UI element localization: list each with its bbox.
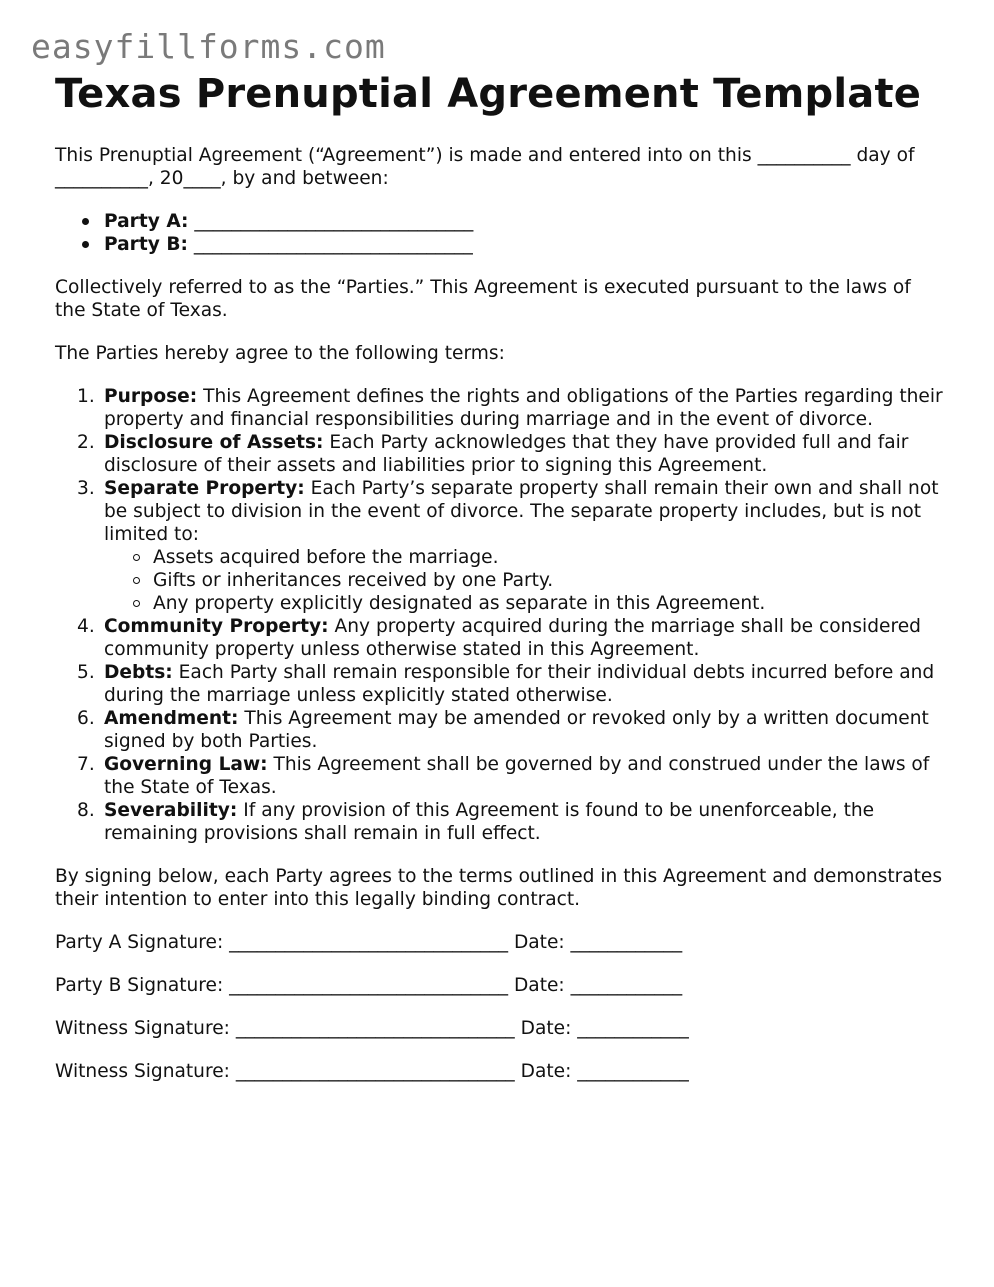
term-number: 6. [77, 708, 95, 729]
term-text: Any property acquired during the marriage shall be considered community property unless otherwise stated in this Agreement. [104, 616, 921, 660]
document-title: Texas Prenuptial Agreement Template [55, 71, 922, 117]
sublist-item: Assets acquired before the marriage. [153, 546, 945, 569]
signature-block [55, 931, 945, 1083]
term-number: 7. [77, 754, 95, 775]
closing-paragraph: By signing below, each Party agrees to the terms outlined in this Agreement and demonstrates their intention to enter into this legally binding contract. [55, 866, 943, 910]
separate-property-sublist [104, 546, 945, 615]
term-item [77, 661, 945, 707]
collective-paragraph: Collectively referred to as the “Parties.” This Agreement is executed pursuant to the laws of the State of Texas. [55, 277, 911, 321]
term-heading: Governing Law: [104, 754, 268, 775]
term-item [77, 615, 945, 661]
party-b-item [104, 233, 945, 256]
witness-signature-line[interactable]: Witness Signature: ______________________________ Date: ____________ [55, 1061, 689, 1082]
terms-intro: The Parties hereby agree to the following terms: [55, 343, 505, 364]
party-label: Party A: [104, 211, 189, 232]
witness-signature-line[interactable]: Witness Signature: ______________________________ Date: ____________ [55, 1018, 689, 1039]
term-number: 5. [77, 662, 95, 683]
term-item [77, 477, 945, 615]
party-a-item [104, 210, 945, 233]
term-heading: Severability: [104, 800, 238, 821]
term-number: 8. [77, 800, 95, 821]
term-heading: Debts: [104, 662, 173, 683]
term-text: Each Party shall remain responsible for their individual debts incurred before and during the marriage unless explicitly stated otherwise. [104, 662, 935, 706]
term-item [77, 799, 945, 845]
term-item [77, 431, 945, 477]
term-heading: Community Property: [104, 616, 329, 637]
party-a-signature-line[interactable]: Party A Signature: ______________________________ Date: ____________ [55, 932, 683, 953]
term-number: 2. [77, 432, 95, 453]
party-a-blank[interactable]: ______________________________ [194, 211, 474, 232]
term-heading: Purpose: [104, 386, 198, 407]
term-item [77, 385, 945, 431]
term-heading: Amendment: [104, 708, 239, 729]
watermark: easyfillforms.com [31, 27, 386, 66]
term-number: 1. [77, 386, 95, 407]
term-text: This Agreement defines the rights and obligations of the Parties regarding their property and financial responsibilities during marriage and in the event of divorce. [104, 386, 943, 430]
document-page [55, 70, 945, 1083]
term-heading: Disclosure of Assets: [104, 432, 324, 453]
sublist-item: Any property explicitly designated as separate in this Agreement. [153, 592, 945, 615]
party-b-blank[interactable]: ______________________________ [193, 234, 473, 255]
intro-paragraph: This Prenuptial Agreement (“Agreement”) is made and entered into on this __________ day of __________, 20____, by and between: [55, 145, 915, 189]
term-heading: Separate Property: [104, 478, 305, 499]
term-text: This Agreement shall be governed by and construed under the laws of the State of Texas. [104, 754, 930, 798]
sublist-item: Gifts or inheritances received by one Party. [153, 569, 945, 592]
term-text: Each Party acknowledges that they have provided full and fair disclosure of their assets and liabilities prior to signing this Agreement. [104, 432, 909, 476]
terms-list [55, 385, 945, 845]
term-item [77, 707, 945, 753]
term-text: Each Party’s separate property shall remain their own and shall not be subject to division in the event of divorce. The separate property includes, but is not limited to: [104, 478, 939, 545]
term-text: This Agreement may be amended or revoked only by a written document signed by both Parties. [104, 708, 929, 752]
parties-list [55, 210, 945, 256]
party-label: Party B: [104, 234, 188, 255]
party-b-signature-line[interactable]: Party B Signature: ______________________________ Date: ____________ [55, 975, 683, 996]
term-text: If any provision of this Agreement is found to be unenforceable, the remaining provisions shall remain in full effect. [104, 800, 875, 844]
term-number: 3. [77, 478, 95, 499]
term-number: 4. [77, 616, 95, 637]
term-item [77, 753, 945, 799]
